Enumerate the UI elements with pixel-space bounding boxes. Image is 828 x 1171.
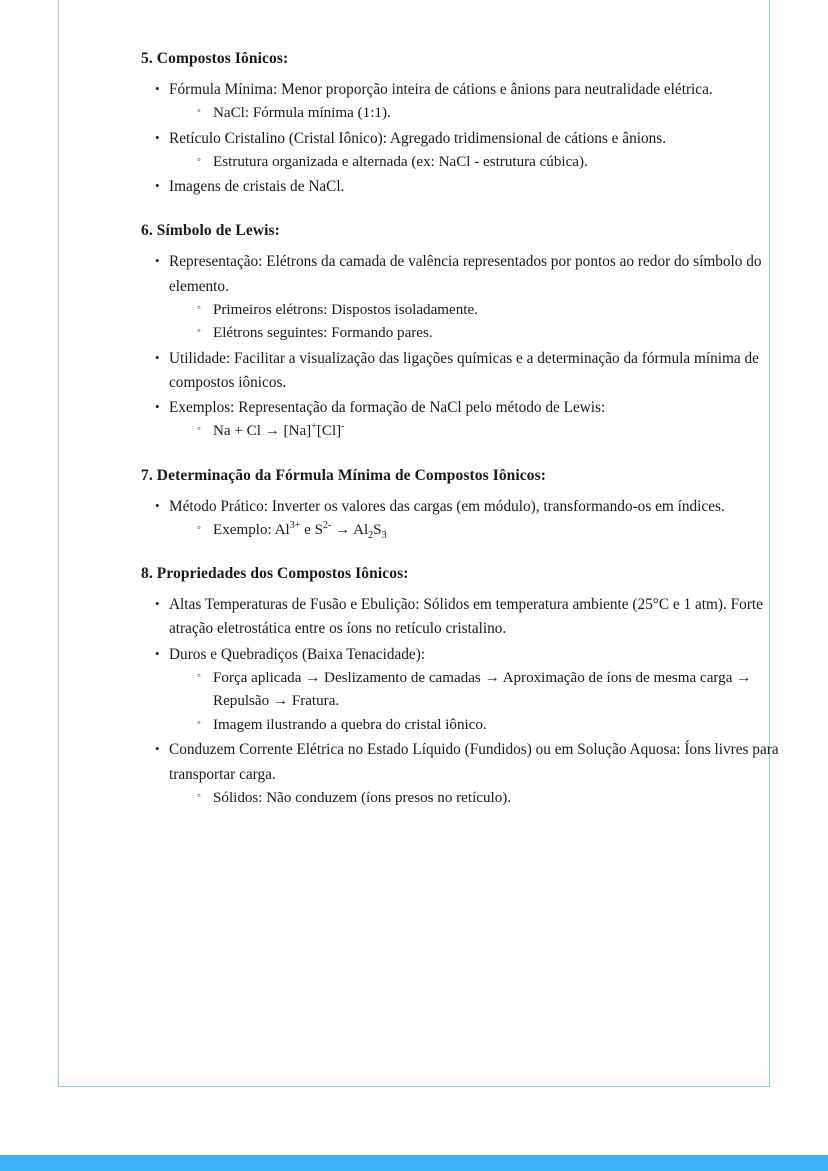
list-item-text: Representação: Elétrons da camada de valência representados por pontos ao redor do símbolo do elemento. — [169, 253, 762, 295]
sub-bullet-list — [169, 102, 805, 126]
bullet-circle-icon: ◦ — [197, 716, 201, 729]
list-item-text: Duros e Quebradiços (Baixa Tenacidade): — [169, 645, 426, 663]
bullet-circle-icon: ◦ — [197, 789, 201, 802]
sub-list-item-text: NaCl: Fórmula mínima (1:1). — [213, 105, 391, 122]
bullet-circle-icon: ◦ — [197, 153, 201, 166]
bullet-list — [141, 593, 805, 810]
list-item-text: Utilidade: Facilitar a visualização das ligações químicas e a determinação da fórmula mínima de compostos iônicos. — [169, 349, 759, 391]
bullet-circle-icon: ◦ — [197, 669, 201, 682]
list-item — [141, 495, 805, 543]
list-item-text: Altas Temperaturas de Fusão e Ebulição: Sólidos em temperatura ambiente (25°C e 1 atm). Forte atração eletrostática entre os íons no retículo cristalino. — [169, 596, 763, 638]
document-section — [141, 564, 805, 810]
bullet-circle-icon: ◦ — [197, 105, 201, 118]
document-section — [141, 221, 805, 443]
list-item-text: Retículo Cristalino (Cristal Iônico): Agregado tridimensional de cátions e ânions. — [169, 129, 667, 147]
list-item-text: Imagens de cristais de NaCl. — [169, 178, 345, 196]
sub-list-item-text: Primeiros elétrons: Dispostos isoladamente. — [213, 301, 478, 318]
document-body — [141, 49, 805, 832]
bullet-dot-icon: • — [155, 741, 160, 757]
bullet-dot-icon: • — [155, 178, 160, 194]
sub-list-item-text: Imagem ilustrando a quebra do cristal iônico. — [213, 716, 487, 733]
list-item — [141, 593, 805, 641]
section-heading: 7. Determinação da Fórmula Mínima de Compostos Iônicos: — [141, 466, 547, 484]
list-item-text: Conduzem Corrente Elétrica no Estado Líquido (Fundidos) ou em Solução Aquosa: Íons livres para transportar carga. — [169, 741, 779, 783]
list-item — [141, 78, 805, 126]
document-section — [141, 466, 805, 543]
sub-list-item-text: Força aplicada → Deslizamento de camadas → Aproximação de íons de mesma carga → Repulsão → Fratura. — [213, 669, 752, 710]
list-item-text: Método Prático: Inverter os valores das cargas (em módulo), transformando-os em índices. — [169, 497, 725, 515]
list-item — [141, 250, 805, 345]
bullet-dot-icon: • — [155, 80, 160, 96]
bullet-dot-icon: • — [155, 645, 160, 661]
sub-list-item-text: Na + Cl → [Na]+[Cl]- — [213, 421, 345, 440]
sub-list-item-text: Elétrons seguintes: Formando pares. — [213, 325, 433, 342]
bullet-dot-icon: • — [155, 129, 160, 145]
list-item-text: Exemplos: Representação da formação de NaCl pelo método de Lewis: — [169, 399, 606, 417]
bottom-accent-bar — [0, 1155, 828, 1171]
sub-bullet-list — [169, 151, 805, 175]
sub-list-item — [183, 714, 805, 738]
document-section — [141, 49, 805, 199]
bullet-circle-icon: ◦ — [197, 301, 201, 314]
sub-list-item — [183, 322, 805, 346]
sub-bullet-list — [169, 787, 805, 811]
section-heading: 8. Propriedades dos Compostos Iônicos: — [141, 565, 409, 583]
sub-bullet-list — [169, 420, 805, 444]
bullet-list — [141, 495, 805, 543]
sub-list-item-text: Sólidos: Não conduzem (íons presos no retículo). — [213, 789, 512, 806]
bullet-dot-icon: • — [155, 349, 160, 365]
bullet-list — [141, 78, 805, 200]
sub-list-item — [183, 102, 805, 126]
section-heading: 5. Compostos Iônicos: — [141, 50, 289, 67]
sub-list-item-text: Estrutura organizada e alternada (ex: NaCl - estrutura cúbica). — [213, 153, 588, 170]
sub-list-item — [183, 667, 805, 714]
list-item — [141, 175, 805, 199]
sub-list-item — [183, 151, 805, 175]
sub-list-item — [183, 420, 805, 444]
list-item — [141, 127, 805, 175]
bullet-list — [141, 250, 805, 443]
document-page-frame — [58, 0, 779, 1087]
bullet-dot-icon: • — [155, 253, 160, 269]
list-item — [141, 738, 805, 810]
sub-list-item — [183, 787, 805, 811]
bullet-dot-icon: • — [155, 596, 160, 612]
list-item-text: Fórmula Mínima: Menor proporção inteira de cátions e ânions para neutralidade elétrica. — [169, 80, 713, 98]
sub-list-item-text: Exemplo: $Al^{3+}$ e $S^{2-} \to Al_2S_3$ — [213, 519, 387, 541]
list-item — [141, 643, 805, 738]
bullet-dot-icon: • — [155, 497, 160, 513]
sub-bullet-list — [169, 667, 805, 738]
bullet-dot-icon: • — [155, 399, 160, 415]
bullet-circle-icon: ◦ — [197, 521, 201, 534]
bullet-circle-icon: ◦ — [197, 325, 201, 338]
sub-list-item — [183, 519, 805, 543]
sub-bullet-list — [169, 299, 805, 346]
list-item — [141, 347, 805, 395]
sub-bullet-list — [169, 519, 805, 543]
bullet-circle-icon: ◦ — [197, 423, 201, 436]
list-item — [141, 396, 805, 444]
section-heading: 6. Símbolo de Lewis: — [141, 222, 280, 240]
sub-list-item — [183, 299, 805, 323]
